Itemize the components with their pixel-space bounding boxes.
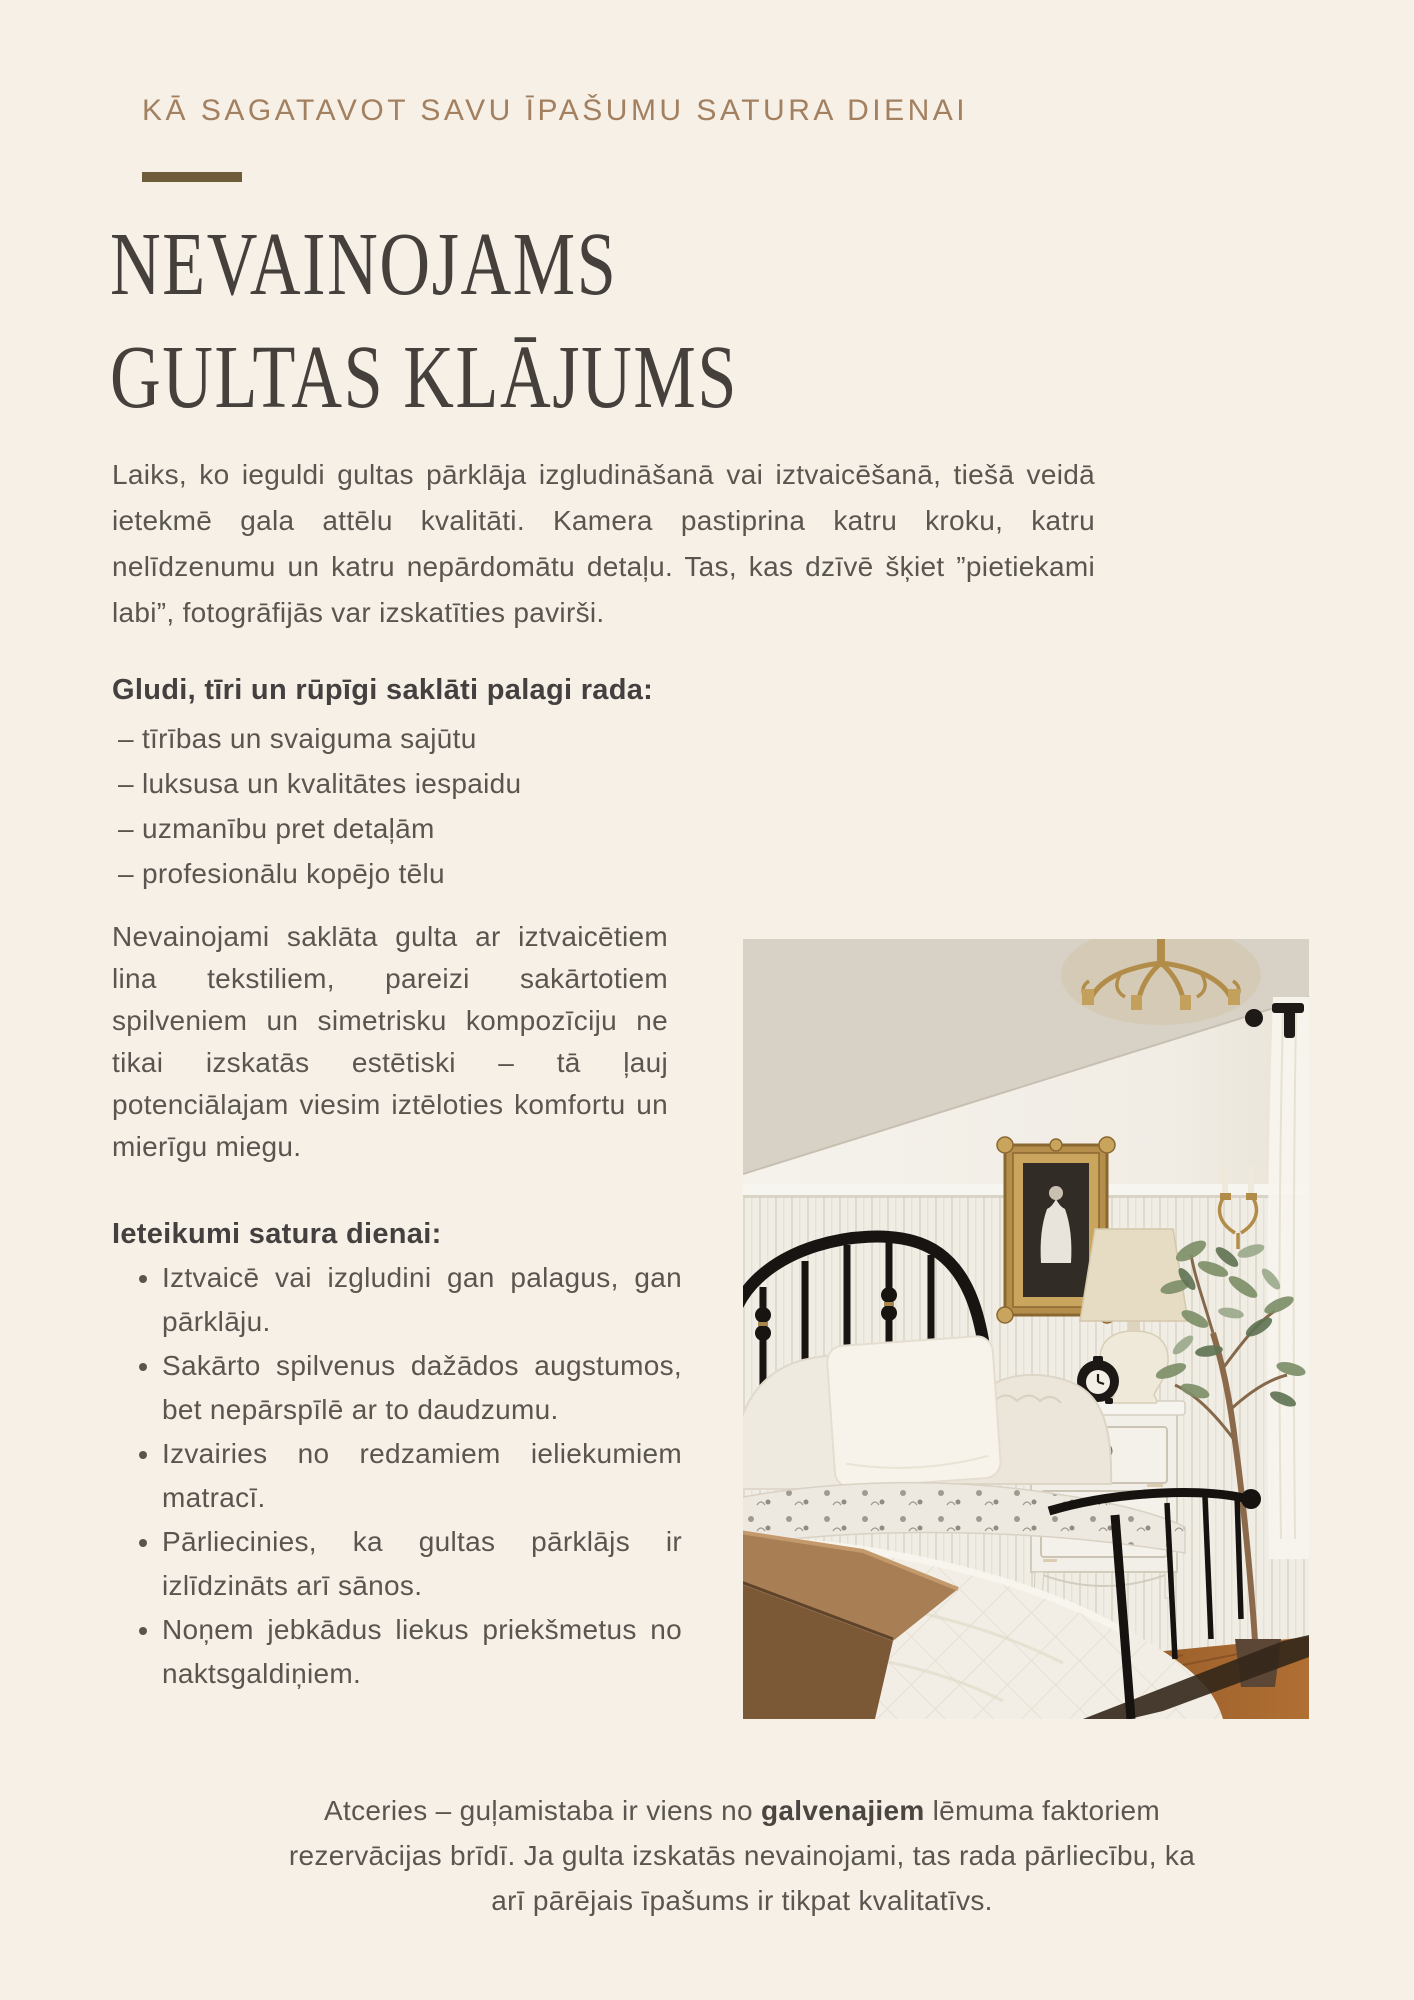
bedroom-photo — [743, 939, 1309, 1719]
benefits-list — [112, 716, 1095, 896]
tip-item: • Noņem jebkādus liekus priekšmetus no naktsgaldiņiem. — [162, 1608, 682, 1696]
tip-item: • Sakārto spilvenus dažādos augstumos, bet nepārspīlē ar to daudzumu. — [162, 1344, 682, 1432]
page-title-line-1: NEVAINOJAMS — [110, 215, 618, 314]
benefit-item: – profesionālu kopējo tēlu — [118, 858, 445, 889]
tips-heading: Ieteikumi satura dienai: — [112, 1218, 442, 1250]
benefit-item: – luksusa un kvalitātes iespaidu — [118, 768, 522, 799]
tips-list — [114, 1256, 682, 1696]
eyebrow-heading: KĀ SAGATAVOT SAVU ĪPAŠUMU SATURA DIENAI — [142, 94, 969, 127]
accent-bar — [142, 172, 242, 182]
footer-note-text: Atceries – guļamistaba ir viens no — [324, 1795, 761, 1826]
footer-note-text: lēmuma faktoriem rezervācijas brīdī. Ja gulta izskatās nevainojami, tas rada pārliecību, ka arī pārējais īpašums ir tikpat kvalitatīvs. — [288, 1795, 1196, 1916]
page-title — [110, 208, 915, 434]
tip-item: • Pārliecinies, ka gultas pārklājs ir izlīdzināts arī sānos. — [162, 1520, 682, 1608]
page-title-line-2: GULTAS KLĀJUMS — [110, 328, 738, 427]
tip-item: • Iztvaicē vai izgludini gan palagus, gan pārklāju. — [162, 1256, 682, 1344]
intro-paragraph: Laiks, ko ieguldi gultas pārklāja izgludināšanā vai iztvaicēšanā, tiešā veidā ietekmē gala attēlu kvalitāti. Kamera pastiprina katru kroku, katru nelīdzenumu un katru nepārdomātu detaļu. Tas, kas dzīvē šķiet ”pietiekami labi”, fotogrāfijās var izskatīties pavirši. — [112, 459, 1095, 628]
footer-note — [277, 1788, 1207, 1923]
benefits-heading: Gludi, tīri un rūpīgi saklāti palagi rada: — [112, 674, 654, 706]
benefit-item: – tīrības un svaiguma sajūtu — [118, 723, 477, 754]
benefit-item: – uzmanību pret detaļām — [118, 813, 435, 844]
side-paragraph: Nevainojami saklāta gulta ar iztvaicētiem lina tekstiliem, pareizi sakārtotiem spilveniem un simetrisku kompozīciju ne tikai izskatās estētiski – tā ļauj potenciālajam viesim iztēloties komfortu un mierīgu miegu. — [112, 921, 668, 1162]
tip-item: • Izvairies no redzamiem ieliekumiem matracī. — [162, 1432, 682, 1520]
footer-note-bold: galvenajiem — [760, 1795, 925, 1826]
